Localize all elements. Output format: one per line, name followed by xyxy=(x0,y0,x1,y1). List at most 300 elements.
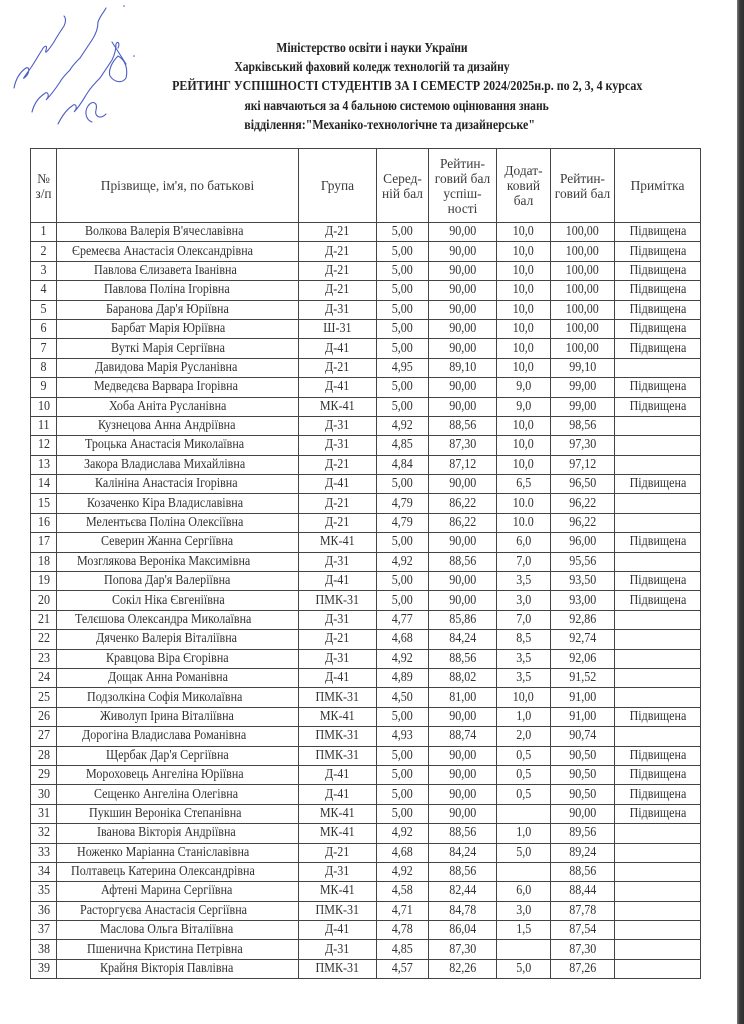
cell-rating-text: 86,22 xyxy=(448,495,477,511)
cell-rating-text: 90,00 xyxy=(448,708,477,724)
cell-name-text: Баранова Дар'я Юріївна xyxy=(106,301,229,317)
header-note: Примітка xyxy=(615,149,701,223)
cell-total xyxy=(551,416,615,435)
cell-additional-text: 1,0 xyxy=(515,708,532,724)
cell-additional xyxy=(497,785,551,804)
cell-group-text: Д-21 xyxy=(325,243,350,259)
cell-additional xyxy=(497,921,551,940)
cell-rating-text: 88,56 xyxy=(448,650,477,666)
cell-average-text: 5,00 xyxy=(391,786,414,802)
cell-additional-text: 0,5 xyxy=(515,786,532,802)
cell-group-text: МК-41 xyxy=(320,398,355,414)
cell-average-text: 4,77 xyxy=(391,612,414,627)
cell-average xyxy=(377,319,429,338)
cell-average xyxy=(377,533,429,552)
cell-additional-text: 6,0 xyxy=(515,883,532,899)
cell-no xyxy=(31,824,57,843)
cell-additional-text: 1,0 xyxy=(515,825,532,841)
cell-total xyxy=(551,785,615,804)
cell-group xyxy=(299,455,377,474)
cell-rating xyxy=(429,668,497,687)
cell-additional-text: 10,0 xyxy=(512,262,535,278)
cell-rating-text: 84,24 xyxy=(448,631,477,647)
cell-average-text: 4,92 xyxy=(391,650,414,666)
cell-additional-text: 10,0 xyxy=(512,282,535,298)
cell-total xyxy=(551,824,615,843)
cell-total xyxy=(551,358,615,377)
cell-group-text: МК-41 xyxy=(320,883,355,899)
cell-note xyxy=(615,552,701,571)
cell-group xyxy=(299,940,377,959)
cell-no xyxy=(31,765,57,784)
table-row xyxy=(31,475,701,494)
cell-group-text: Д-31 xyxy=(325,650,350,666)
cell-rating xyxy=(429,630,497,649)
cell-group-text: Д-21 xyxy=(325,456,350,472)
cell-no-text: 35 xyxy=(37,883,50,899)
cell-total xyxy=(551,649,615,668)
cell-name xyxy=(57,862,299,881)
cell-name-text: Попова Дар'я Валеріївна xyxy=(104,573,231,589)
cell-average-text: 4,84 xyxy=(391,456,414,472)
cell-note xyxy=(615,785,701,804)
cell-note xyxy=(615,416,701,435)
cell-group xyxy=(299,591,377,610)
cell-additional-text: 0,5 xyxy=(515,747,532,763)
cell-group xyxy=(299,688,377,707)
cell-total-text: 91,00 xyxy=(568,689,597,705)
cell-name-text: Подзолкіна Софія Миколаївна xyxy=(87,689,243,705)
cell-name-text: Телєшова Олександра Миколаївна xyxy=(74,612,252,627)
table-row xyxy=(31,436,701,455)
cell-rating-text: 90,00 xyxy=(448,805,477,821)
cell-additional-text: 3,0 xyxy=(515,592,532,608)
cell-rating-text: 87,12 xyxy=(448,456,477,472)
cell-name-text: Ноженко Маріанна Станіславівна xyxy=(77,844,250,860)
cell-group-text: Д-21 xyxy=(325,359,350,375)
cell-average xyxy=(377,475,429,494)
cell-rating xyxy=(429,475,497,494)
cell-total xyxy=(551,804,615,823)
cell-no xyxy=(31,358,57,377)
cell-note-text: Підвищена xyxy=(629,534,686,550)
cell-group xyxy=(299,921,377,940)
cell-average xyxy=(377,378,429,397)
cell-average-text: 4,93 xyxy=(391,728,414,744)
cell-no-text: 17 xyxy=(37,534,50,550)
cell-group xyxy=(299,882,377,901)
cell-total xyxy=(551,707,615,726)
cell-name xyxy=(57,358,299,377)
table-row xyxy=(31,378,701,397)
cell-total xyxy=(551,727,615,746)
table-row xyxy=(31,610,701,629)
cell-note xyxy=(615,378,701,397)
cell-total-text: 91,00 xyxy=(568,708,597,724)
cell-group-text: Д-31 xyxy=(325,437,350,453)
cell-additional xyxy=(497,319,551,338)
cell-average-text: 5,00 xyxy=(391,301,414,317)
cell-name-text: Хоба Аніта Русланівна xyxy=(109,398,227,414)
cell-total-text: 93,50 xyxy=(568,573,597,589)
cell-average xyxy=(377,901,429,920)
cell-rating-text: 90,00 xyxy=(448,786,477,802)
cell-total xyxy=(551,552,615,571)
cell-name xyxy=(57,668,299,687)
cell-average-text: 4,85 xyxy=(391,941,414,957)
cell-rating xyxy=(429,940,497,959)
header-no: № з/п xyxy=(31,149,57,223)
cell-total-text: 95,56 xyxy=(568,553,597,569)
cell-note xyxy=(615,940,701,959)
cell-name xyxy=(57,804,299,823)
cell-no-text: 2 xyxy=(40,243,47,259)
cell-total-text: 88,56 xyxy=(568,864,597,880)
cell-additional xyxy=(497,300,551,319)
cell-group-text: Д-41 xyxy=(325,786,350,802)
cell-group-text: ПМК-31 xyxy=(315,592,360,608)
cell-name-text: Кравцова Віра Єгорівна xyxy=(106,650,229,666)
cell-group-text: Д-21 xyxy=(325,844,350,860)
cell-average xyxy=(377,397,429,416)
cell-total xyxy=(551,630,615,649)
cell-group-text: Д-21 xyxy=(325,282,350,298)
cell-rating xyxy=(429,610,497,629)
cell-rating xyxy=(429,552,497,571)
cell-no xyxy=(31,843,57,862)
table-row xyxy=(31,688,701,707)
cell-rating xyxy=(429,358,497,377)
cell-rating-text: 88,56 xyxy=(448,825,477,841)
cell-rating-text: 87,30 xyxy=(448,941,477,957)
table-row xyxy=(31,455,701,474)
header-average: Серед-ній бал xyxy=(377,149,429,223)
cell-name-text: Северин Жанна Сергіївна xyxy=(100,534,233,550)
cell-group-text: МК-41 xyxy=(320,708,355,724)
cell-total-text: 90,50 xyxy=(568,767,597,783)
cell-total xyxy=(551,882,615,901)
cell-additional-text: 0,5 xyxy=(515,767,532,783)
cell-additional-text: 3,5 xyxy=(515,670,532,686)
cell-rating xyxy=(429,959,497,978)
cell-total-text: 97,12 xyxy=(568,456,597,472)
cell-additional xyxy=(497,765,551,784)
cell-note xyxy=(615,610,701,629)
table-row xyxy=(31,668,701,687)
cell-no xyxy=(31,610,57,629)
cell-group xyxy=(299,436,377,455)
cell-no-text: 13 xyxy=(37,456,50,472)
cell-total xyxy=(551,668,615,687)
cell-group xyxy=(299,223,377,242)
cell-average xyxy=(377,668,429,687)
table-row xyxy=(31,513,701,532)
cell-average xyxy=(377,843,429,862)
cell-additional-text: 10,0 xyxy=(512,321,535,337)
table-row xyxy=(31,804,701,823)
cell-name-text: Пукшин Вероніка Степанівна xyxy=(88,805,242,821)
cell-note xyxy=(615,475,701,494)
table-row xyxy=(31,940,701,959)
cell-no-text: 38 xyxy=(37,941,50,957)
cell-rating-text: 87,30 xyxy=(448,437,477,453)
cell-rating xyxy=(429,688,497,707)
cell-name-text: Троцька Анастасія Миколаївна xyxy=(84,437,245,453)
cell-group xyxy=(299,649,377,668)
cell-rating xyxy=(429,591,497,610)
cell-no xyxy=(31,688,57,707)
cell-name xyxy=(57,513,299,532)
cell-name-text: Мелентьєва Поліна Олексіївна xyxy=(86,515,244,531)
cell-no-text: 27 xyxy=(37,728,50,744)
cell-note xyxy=(615,862,701,881)
table-row xyxy=(31,494,701,513)
cell-note xyxy=(615,804,701,823)
cell-additional xyxy=(497,804,551,823)
table-row xyxy=(31,591,701,610)
cell-group-text: ПМК-31 xyxy=(315,902,360,918)
cell-note-text: Підвищена xyxy=(629,592,686,608)
cell-rating-text: 90,00 xyxy=(448,476,477,492)
table-row xyxy=(31,785,701,804)
cell-no-text: 20 xyxy=(37,592,50,608)
cell-additional-text: 3,5 xyxy=(515,650,532,666)
table-row xyxy=(31,862,701,881)
table-row xyxy=(31,921,701,940)
cell-rating xyxy=(429,921,497,940)
cell-group-text: Д-21 xyxy=(325,224,350,240)
cell-average-text: 5,00 xyxy=(391,398,414,414)
cell-no-text: 29 xyxy=(37,767,50,783)
cell-additional xyxy=(497,668,551,687)
cell-name xyxy=(57,649,299,668)
cell-additional xyxy=(497,824,551,843)
cell-name-text: Іванова Вікторія Андріївна xyxy=(96,825,236,841)
cell-additional xyxy=(497,572,551,591)
cell-no xyxy=(31,940,57,959)
cell-name xyxy=(57,475,299,494)
cell-group xyxy=(299,668,377,687)
cell-note-text: Підвищена xyxy=(629,476,686,492)
cell-rating xyxy=(429,494,497,513)
cell-total xyxy=(551,261,615,280)
cell-rating xyxy=(429,378,497,397)
cell-total xyxy=(551,300,615,319)
cell-no xyxy=(31,959,57,978)
cell-rating-text: 90,00 xyxy=(448,534,477,550)
cell-additional xyxy=(497,862,551,881)
cell-name-text: Козаченко Кіра Владиславівна xyxy=(86,495,243,511)
cell-average xyxy=(377,940,429,959)
cell-no-text: 12 xyxy=(37,437,50,453)
cell-rating xyxy=(429,513,497,532)
cell-name xyxy=(57,223,299,242)
cell-note xyxy=(615,765,701,784)
cell-group xyxy=(299,707,377,726)
cell-group-text: Д-31 xyxy=(325,864,350,880)
cell-no-text: 22 xyxy=(37,631,50,647)
cell-rating-text: 90,00 xyxy=(448,592,477,608)
cell-rating-text: 90,00 xyxy=(448,747,477,763)
table-row xyxy=(31,281,701,300)
cell-group-text: МК-41 xyxy=(320,805,355,821)
cell-average-text: 4,79 xyxy=(391,495,414,511)
cell-total xyxy=(551,223,615,242)
cell-rating-text: 82,44 xyxy=(448,883,477,899)
cell-average xyxy=(377,804,429,823)
cell-name-text: Закора Владислава Михайлівна xyxy=(83,456,245,472)
cell-average-text: 4,71 xyxy=(391,902,414,918)
cell-group-text: Д-41 xyxy=(325,340,350,356)
cell-average xyxy=(377,824,429,843)
cell-note xyxy=(615,261,701,280)
cell-name xyxy=(57,940,299,959)
cell-total-text: 100,00 xyxy=(565,224,600,240)
cell-group-text: Д-21 xyxy=(325,495,350,511)
cell-group-text: МК-41 xyxy=(320,825,355,841)
cell-note-text: Підвищена xyxy=(629,786,686,802)
cell-additional xyxy=(497,416,551,435)
cell-name xyxy=(57,572,299,591)
cell-group xyxy=(299,572,377,591)
cell-total xyxy=(551,591,615,610)
cell-rating-text: 90,00 xyxy=(448,340,477,356)
cell-additional-text: 7,0 xyxy=(515,553,532,569)
cell-total-text: 90,50 xyxy=(568,786,597,802)
cell-name-text: Павлова Поліна Ігорівна xyxy=(104,282,231,298)
cell-name xyxy=(57,882,299,901)
cell-average-text: 5,00 xyxy=(391,573,414,589)
cell-no xyxy=(31,882,57,901)
cell-rating-text: 89,10 xyxy=(448,359,477,375)
cell-average xyxy=(377,727,429,746)
cell-group xyxy=(299,261,377,280)
cell-name-text: Кузнецова Анна Андріївна xyxy=(97,418,236,434)
cell-rating xyxy=(429,455,497,474)
cell-group-text: Д-41 xyxy=(325,670,350,686)
cell-group-text: Д-21 xyxy=(325,515,350,531)
cell-total xyxy=(551,940,615,959)
cell-additional xyxy=(497,494,551,513)
cell-name xyxy=(57,765,299,784)
cell-rating-text: 90,00 xyxy=(448,398,477,414)
cell-no-text: 7 xyxy=(40,340,47,356)
cell-no-text: 28 xyxy=(37,747,50,763)
cell-note xyxy=(615,688,701,707)
cell-name-text: Давидова Марія Русланівна xyxy=(94,359,238,375)
cell-group-text: Д-31 xyxy=(325,418,350,434)
cell-average-text: 4,92 xyxy=(391,825,414,841)
cell-total-text: 100,00 xyxy=(565,243,600,259)
cell-name xyxy=(57,707,299,726)
cell-note xyxy=(615,242,701,261)
cell-total-text: 97,30 xyxy=(568,437,597,453)
cell-additional xyxy=(497,727,551,746)
cell-total-text: 92,86 xyxy=(568,612,597,627)
cell-total xyxy=(551,862,615,881)
cell-name xyxy=(57,339,299,358)
cell-no xyxy=(31,397,57,416)
document-subtitle: які навчаються за 4 бальною системою оцінювання знань xyxy=(244,97,549,113)
cell-name-text: Полтавець Катерина Олександрівна xyxy=(70,864,255,880)
cell-total-text: 87,26 xyxy=(568,961,597,977)
cell-total xyxy=(551,921,615,940)
cell-name xyxy=(57,785,299,804)
cell-group xyxy=(299,533,377,552)
cell-note-text: Підвищена xyxy=(629,747,686,763)
cell-additional-text: 3,5 xyxy=(515,573,532,589)
cell-no-text: 24 xyxy=(37,670,50,686)
ministry-name: Міністерство освіти і науки України xyxy=(276,40,468,55)
cell-note-text: Підвищена xyxy=(629,340,686,356)
cell-rating-text: 90,00 xyxy=(448,243,477,259)
cell-no xyxy=(31,242,57,261)
cell-group xyxy=(299,300,377,319)
cell-additional-text: 10,0 xyxy=(512,418,535,434)
cell-total-text: 99,00 xyxy=(568,379,597,395)
cell-name xyxy=(57,688,299,707)
cell-total-text: 89,56 xyxy=(568,825,597,841)
cell-no-text: 8 xyxy=(40,359,47,375)
cell-note xyxy=(615,533,701,552)
cell-average xyxy=(377,610,429,629)
cell-group xyxy=(299,785,377,804)
cell-no xyxy=(31,261,57,280)
cell-total-text: 93,00 xyxy=(568,592,597,608)
cell-no xyxy=(31,455,57,474)
cell-average xyxy=(377,746,429,765)
cell-additional xyxy=(497,378,551,397)
cell-name xyxy=(57,319,299,338)
cell-group xyxy=(299,843,377,862)
cell-name-text: Живолуп Ірина Віталіївна xyxy=(99,708,234,724)
cell-group xyxy=(299,475,377,494)
cell-total-text: 90,74 xyxy=(568,728,597,744)
table-row xyxy=(31,630,701,649)
cell-additional-text: 10.0 xyxy=(512,515,535,531)
cell-name-text: Сещенко Ангеліна Олегівна xyxy=(93,786,238,802)
cell-additional-text: 10,0 xyxy=(512,224,535,240)
cell-rating-text: 86,22 xyxy=(448,515,477,531)
cell-average xyxy=(377,649,429,668)
cell-rating xyxy=(429,727,497,746)
cell-average-text: 4,92 xyxy=(391,553,414,569)
cell-name-text: Пшенична Кристина Петрівна xyxy=(86,941,243,957)
cell-no xyxy=(31,339,57,358)
cell-name xyxy=(57,436,299,455)
cell-group-text: Д-41 xyxy=(325,573,350,589)
cell-rating-text: 88,56 xyxy=(448,864,477,880)
cell-name xyxy=(57,824,299,843)
cell-note xyxy=(615,339,701,358)
cell-average xyxy=(377,630,429,649)
header-name: Прізвище, ім'я, по батькові xyxy=(57,149,299,223)
cell-name-text: Барбат Марія Юріївна xyxy=(111,321,226,337)
cell-no xyxy=(31,921,57,940)
cell-group xyxy=(299,824,377,843)
cell-average xyxy=(377,959,429,978)
cell-average xyxy=(377,552,429,571)
cell-name xyxy=(57,281,299,300)
cell-no-text: 33 xyxy=(37,844,50,860)
cell-name-text: Щербак Дар'я Сергіївна xyxy=(106,747,229,763)
cell-additional xyxy=(497,882,551,901)
cell-average xyxy=(377,572,429,591)
header-additional: Додат-ковий бал xyxy=(497,149,551,223)
cell-average-text: 4,92 xyxy=(391,418,414,434)
cell-additional-text: 5,0 xyxy=(515,844,532,860)
cell-name-text: Волкова Валерія В'ячеславівна xyxy=(85,224,244,240)
